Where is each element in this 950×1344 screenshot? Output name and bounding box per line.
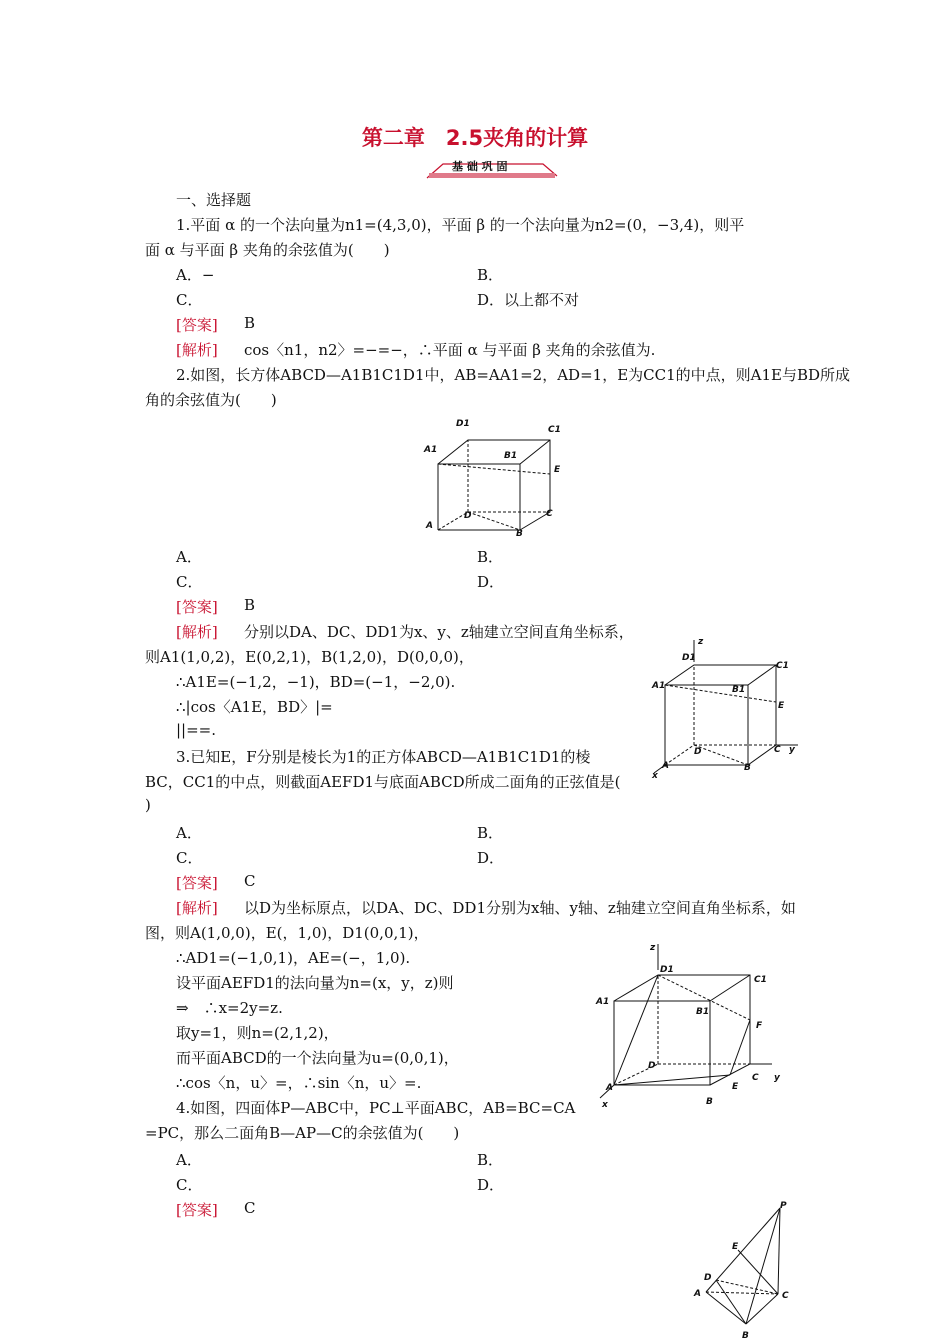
q2-analysis-line5: ||==. — [176, 721, 217, 739]
coord-label-b1: B1 — [732, 685, 746, 695]
cube-label-z: z — [650, 943, 656, 953]
cube-label-a1: A1 — [596, 997, 610, 1007]
q2-analysis-line1: 分别以DA、DC、DD1为x、y、z轴建立空间直角坐标系， — [244, 623, 634, 641]
cube-label-b1: B1 — [696, 1007, 710, 1017]
label-d: D — [464, 511, 472, 521]
q1-line1: 1.平面 α 的一个法向量为n1=(4,3,0)，平面 β 的一个法向量为n2=(0，−3,4)，则平 — [176, 216, 745, 234]
q1-option-b: B． — [477, 266, 504, 284]
tetra-label-e: E — [732, 1242, 739, 1252]
q1-answer-tag: [答案] — [176, 316, 218, 334]
q3-line3: ) — [145, 796, 151, 814]
tetra-label-a: A — [694, 1289, 701, 1299]
label-d1: D1 — [456, 419, 470, 429]
q4-line2: =PC，那么二面角B—AP—C的余弦值为( ) — [145, 1124, 460, 1142]
tetra-label-c: C — [782, 1291, 789, 1301]
q2-line2: 角的余弦值为( ) — [145, 391, 277, 409]
label-e: E — [554, 465, 561, 475]
figure-box — [420, 412, 570, 540]
q4-line1: 4.如图，四面体P—ABC中，PC⊥平面ABC，AB=BC=CA — [176, 1099, 576, 1117]
q3-option-c: C． — [176, 849, 203, 867]
q4-answer: C — [244, 1199, 256, 1217]
cube-label-y: y — [774, 1073, 780, 1083]
q2-option-a: A． — [176, 548, 202, 566]
coord-label-a1: A1 — [652, 681, 666, 691]
figure-tetrahedron — [686, 1198, 798, 1342]
cube-label-x: x — [602, 1100, 608, 1110]
q1-option-a: A．− — [176, 266, 215, 284]
cube-label-c1: C1 — [754, 975, 767, 985]
banner-label: 基 础 巩 固 — [452, 160, 508, 173]
q1-line2: 面 α 与平面 β 夹角的余弦值为( ) — [145, 241, 390, 259]
q4-option-a: A． — [176, 1151, 202, 1169]
q4-answer-tag: [答案] — [176, 1201, 218, 1219]
q3-option-b: B． — [477, 824, 504, 842]
q3-analysis-line8: ∴cos〈n，u〉=，∴sin〈n，u〉=. — [176, 1074, 422, 1092]
q1-analysis: cos〈n1，n2〉=−=−，∴平面 α 与平面 β 夹角的余弦值为. — [244, 341, 656, 359]
q4-option-b: B． — [477, 1151, 504, 1169]
cube-label-a: A — [606, 1083, 613, 1093]
q2-analysis-line4: ∴|cos〈A1E，BD〉|= — [176, 698, 333, 716]
q4-option-d: D． — [477, 1176, 505, 1194]
label-b: B — [516, 529, 523, 539]
cube-label-d: D — [648, 1061, 656, 1071]
q2-line1: 2.如图，长方体ABCD—A1B1C1D1中，AB=AA1=2，AD=1，E为CC1的中点，则A1E与BD所成 — [176, 366, 851, 384]
label-c1: C1 — [548, 425, 561, 435]
cube-label-b: B — [706, 1097, 713, 1107]
coord-label-d1: D1 — [682, 653, 696, 663]
q1-option-d: D．以上都不对 — [477, 291, 580, 309]
q3-option-d: D． — [477, 849, 505, 867]
q3-analysis-line3: ∴AD1=(−1,0,1)，AE=(−，1,0). — [176, 949, 411, 967]
coord-label-a: A — [662, 761, 669, 771]
q3-analysis-line2: 图，则A(1,0,0)，E(，1,0)，D1(0,0,1)， — [145, 924, 429, 942]
tetra-label-p: P — [780, 1201, 787, 1211]
q2-analysis-tag: [解析] — [176, 623, 218, 641]
cube-label-e: E — [732, 1082, 739, 1092]
q3-analysis-line5: ⇒ ∴x=2y=z. — [176, 999, 283, 1017]
page-title: 第二章 2.5夹角的计算 — [361, 126, 589, 150]
q2-analysis-line2: 则A1(1,0,2)，E(0,2,1)，B(1,2,0)，D(0,0,0)， — [145, 648, 474, 666]
tetra-label-b: B — [742, 1331, 749, 1341]
q3-answer-tag: [答案] — [176, 874, 218, 892]
coord-label-b: B — [744, 763, 751, 773]
coord-label-y: y — [789, 745, 795, 755]
q2-option-d: D． — [477, 573, 505, 591]
q2-option-c: C． — [176, 573, 203, 591]
q3-line1: 3.已知E，F分别是棱长为1的正方体ABCD—A1B1C1D1的棱 — [176, 748, 591, 766]
figure-cube — [592, 938, 792, 1110]
q4-option-c: C． — [176, 1176, 203, 1194]
q1-analysis-tag: [解析] — [176, 341, 218, 359]
q3-option-a: A． — [176, 824, 202, 842]
coord-label-e: E — [778, 701, 785, 711]
q3-analysis-tag: [解析] — [176, 899, 218, 917]
tetra-label-d: D — [704, 1273, 712, 1283]
label-b1: B1 — [504, 451, 518, 461]
figure-coord-box — [648, 632, 818, 780]
q1-answer: B — [244, 314, 256, 332]
label-c: C — [546, 509, 553, 519]
cube-label-c: C — [752, 1073, 759, 1083]
q3-answer: C — [244, 872, 256, 890]
label-a1: A1 — [424, 445, 438, 455]
q3-analysis-line1: 以D为坐标原点，以DA、DC、DD1分别为x轴、y轴、z轴建立空间直角坐标系，如 — [244, 899, 796, 917]
coord-label-d: D — [694, 747, 702, 757]
q3-analysis-line4: 设平面AEFD1的法向量为n=(x，y，z)则 — [176, 974, 454, 992]
q3-line2: BC，CC1的中点，则截面AEFD1与底面ABCD所成二面角的正弦值是( — [145, 773, 621, 791]
section-heading: 一、选择题 — [176, 191, 252, 209]
coord-label-c: C — [774, 745, 781, 755]
coord-label-c1: C1 — [776, 661, 789, 671]
label-a: A — [426, 521, 433, 531]
q2-option-b: B． — [477, 548, 504, 566]
q1-option-c: C． — [176, 291, 203, 309]
q3-analysis-line6: 取y=1，则n=(2,1,2)， — [176, 1024, 339, 1042]
q2-analysis-line3: ∴A1E=(−1,2，−1)，BD=(−1，−2,0). — [176, 673, 456, 691]
cube-label-f: F — [756, 1021, 763, 1031]
q2-answer-tag: [答案] — [176, 598, 218, 616]
coord-label-z: z — [698, 637, 704, 647]
coord-label-x: x — [652, 771, 658, 780]
q2-answer: B — [244, 596, 256, 614]
q3-analysis-line7: 而平面ABCD的一个法向量为u=(0,0,1)， — [176, 1049, 459, 1067]
cube-label-d1: D1 — [660, 965, 674, 975]
